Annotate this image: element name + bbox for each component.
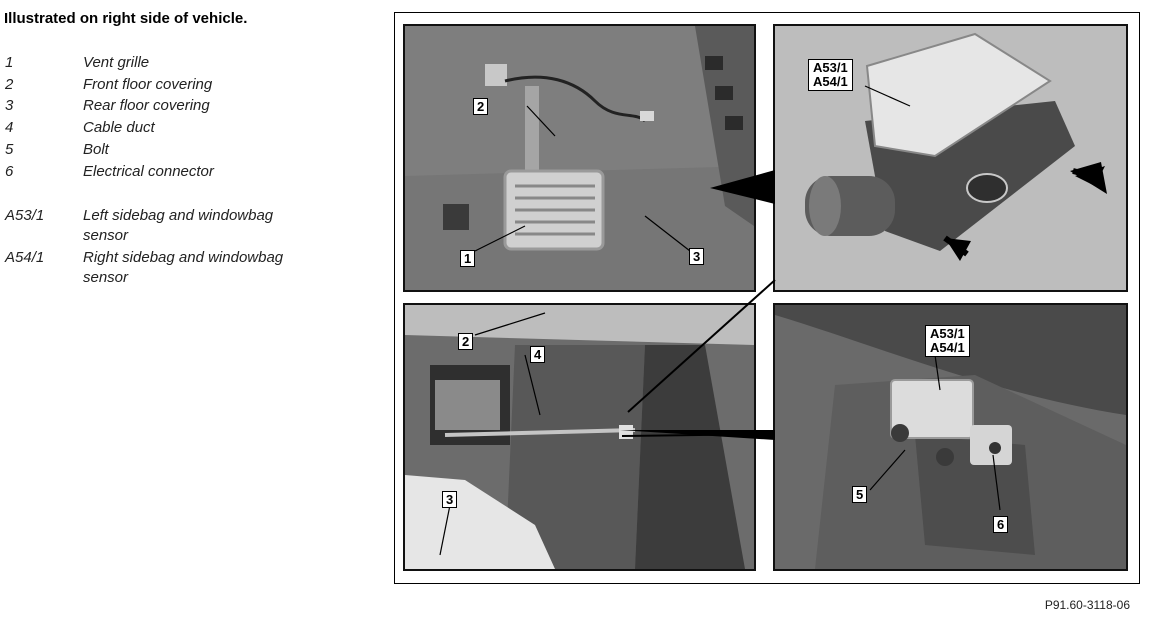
legend-code: 4 (5, 119, 14, 136)
page-heading: Illustrated on right side of vehicle. (4, 10, 248, 27)
callout-4: 4 (530, 346, 545, 363)
callout-5: 5 (852, 486, 867, 503)
photo-sensor-closeup (773, 24, 1128, 292)
legend-code: 5 (5, 141, 14, 158)
photo-floor-vent-grille (403, 24, 756, 292)
legend-desc: Bolt (83, 141, 109, 158)
legend-desc: Right sidebag and windowbag sensor (83, 249, 284, 286)
callout-sensor-codes (925, 325, 970, 357)
callout-a54-1: A54/1 (930, 340, 965, 355)
callout-1: 1 (460, 250, 475, 267)
callout-2: 2 (473, 98, 488, 115)
legend-desc: Left sidebag and windowbag sensor (83, 207, 274, 244)
callout-a53-1: A53/1 (930, 326, 965, 341)
legend-desc: Front floor covering (83, 76, 213, 93)
callout-a53-1: A53/1 (813, 60, 848, 75)
photo-cable-duct (403, 303, 756, 571)
legend-desc: Electrical connector (83, 163, 214, 180)
legend-code: A53/1 (5, 207, 45, 224)
callout-3: 3 (689, 248, 704, 265)
callout-2: 2 (458, 333, 473, 350)
figure-code: P91.60-3118-06 (1044, 598, 1130, 612)
callout-a54-1: A54/1 (813, 74, 848, 89)
callout-sensor-codes (808, 59, 853, 91)
legend-desc: Vent grille (83, 54, 150, 71)
legend-code: 2 (5, 76, 14, 93)
photo-sensor-installed (773, 303, 1128, 571)
legend-desc: Rear floor covering (83, 97, 210, 114)
legend-code: 1 (5, 54, 14, 71)
legend-code: A54/1 (5, 249, 45, 266)
callout-6: 6 (993, 516, 1008, 533)
legend-code: 3 (5, 97, 14, 114)
callout-3: 3 (442, 491, 457, 508)
legend-code: 6 (5, 163, 14, 180)
legend-desc: Cable duct (83, 119, 155, 136)
